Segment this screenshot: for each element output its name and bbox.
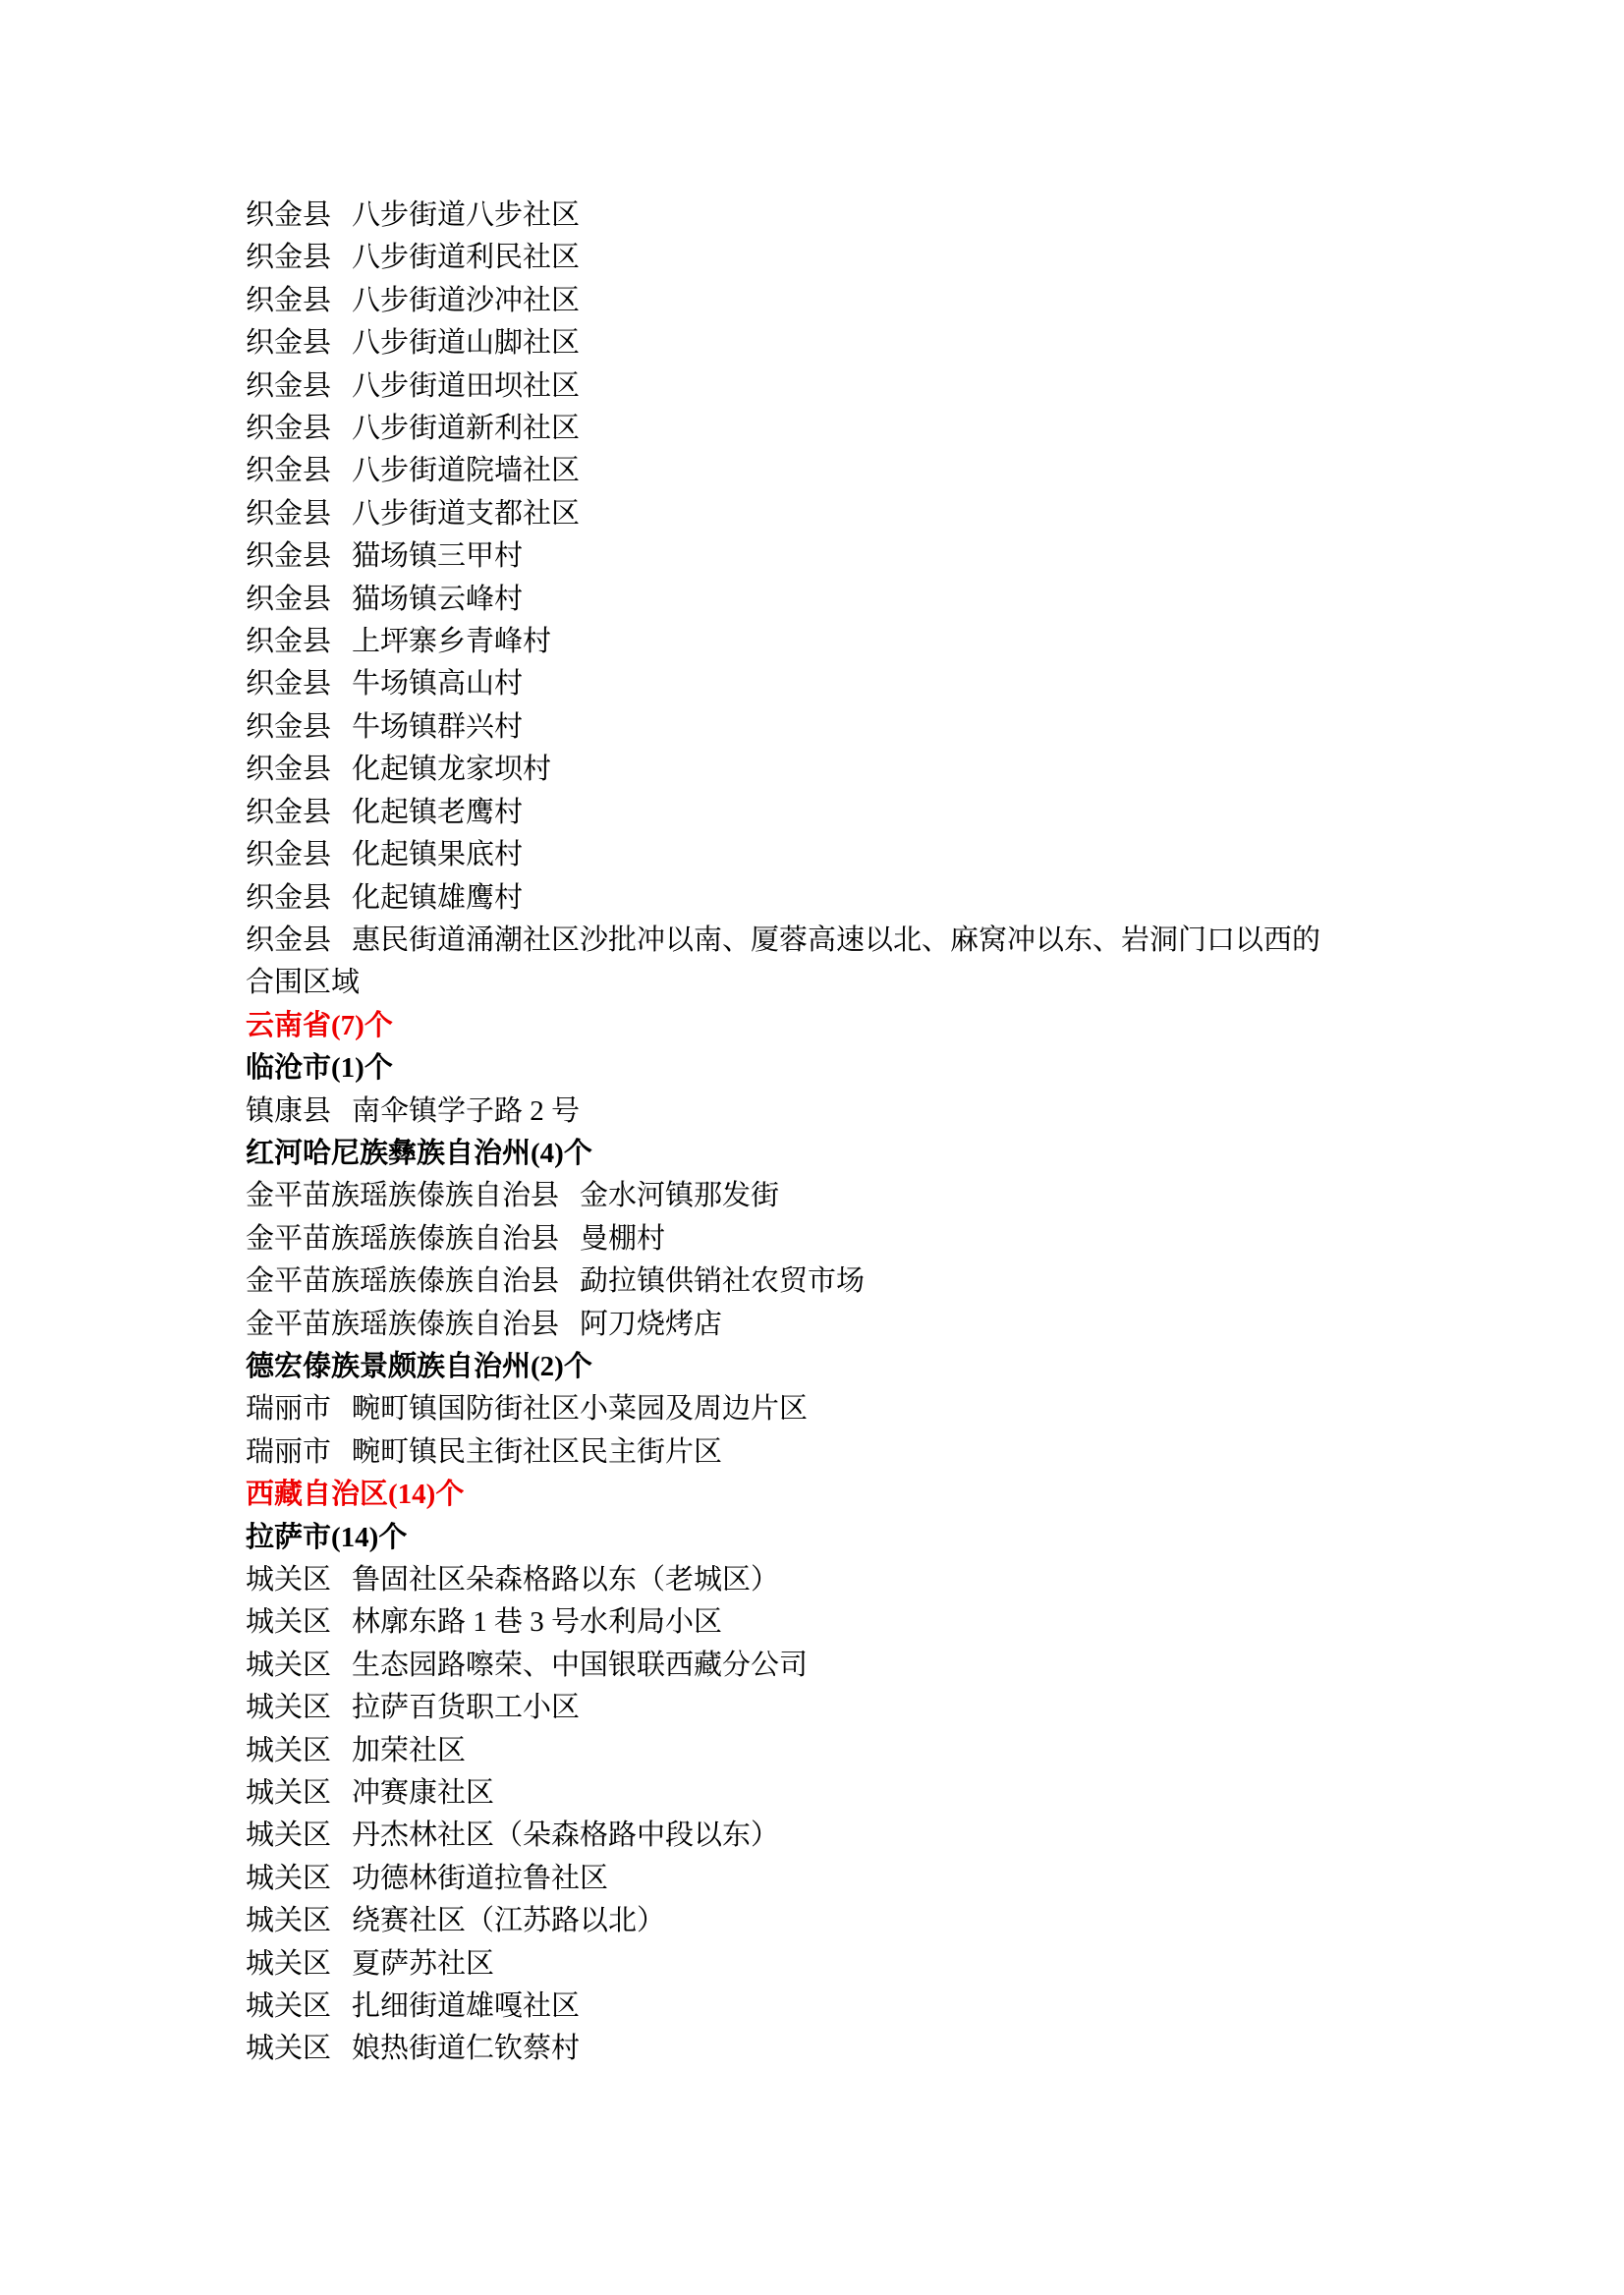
county-name: 织金县 [246, 796, 332, 828]
county-name: 城关区 [246, 1819, 332, 1852]
location-name: 勐拉镇供销社农贸市场 [580, 1265, 866, 1298]
list-item [246, 450, 1326, 492]
county-name: 织金县 [246, 497, 332, 530]
location-name: 南伞镇学子路 2 号 [352, 1094, 581, 1127]
location-name: 化起镇雄鹰村 [352, 881, 524, 914]
list-item [246, 365, 1326, 408]
list-item [246, 1601, 1326, 1644]
list-item [246, 579, 1326, 621]
list-item [246, 1943, 1326, 1986]
list-item [246, 1559, 1326, 1601]
list-item [246, 322, 1326, 364]
county-name: 金平苗族瑶族傣族自治县 [246, 1265, 560, 1298]
list-item [246, 834, 1326, 876]
list-item [246, 1645, 1326, 1687]
county-name: 织金县 [246, 710, 332, 743]
province-header: 云南省(7)个 [246, 1009, 393, 1041]
county-name: 织金县 [246, 369, 332, 402]
county-name: 织金县 [246, 668, 332, 700]
county-name: 织金县 [246, 199, 332, 231]
city-header: 红河哈尼族彝族自治州(4)个 [246, 1137, 592, 1169]
list-item [246, 493, 1326, 535]
location-name: 丹杰林社区（朵森格路中段以东） [352, 1819, 780, 1852]
county-name: 镇康县 [246, 1094, 332, 1127]
city-header: 德宏傣族景颇族自治州(2)个 [246, 1350, 592, 1382]
location-name: 夏萨苏社区 [352, 1947, 495, 1980]
location-name: 化起镇果底村 [352, 839, 524, 871]
location-name: 绕赛社区（江苏路以北） [352, 1905, 666, 1937]
location-name: 八步街道山脚社区 [352, 327, 581, 360]
county-name: 城关区 [246, 2033, 332, 2065]
location-name: 冲赛康社区 [352, 1777, 495, 1810]
list-item [246, 792, 1326, 834]
list-item [246, 1815, 1326, 1857]
list-item [246, 1304, 1326, 1346]
county-name: 城关区 [246, 1649, 332, 1681]
location-name: 加荣社区 [352, 1734, 467, 1766]
county-name: 织金县 [246, 754, 332, 786]
location-name: 八步街道院墙社区 [352, 455, 581, 487]
county-name: 织金县 [246, 413, 332, 445]
list-item [246, 1687, 1326, 1729]
county-name: 织金县 [246, 242, 332, 274]
county-name: 金平苗族瑶族傣族自治县 [246, 1308, 560, 1340]
county-name: 织金县 [246, 583, 332, 615]
county-name: 织金县 [246, 626, 332, 658]
list-item [246, 1772, 1326, 1815]
county-name: 瑞丽市 [246, 1393, 332, 1426]
county-name: 城关区 [246, 1905, 332, 1937]
location-name: 上坪寨乡青峰村 [352, 626, 552, 658]
county-name: 瑞丽市 [246, 1435, 332, 1468]
list-item [246, 1900, 1326, 1942]
county-name: 城关区 [246, 1990, 332, 2023]
location-name: 畹町镇民主街社区民主街片区 [352, 1435, 723, 1468]
risk-area-list [246, 195, 1326, 2071]
location-name: 化起镇龙家坝村 [352, 754, 552, 786]
list-item [246, 1431, 1326, 1474]
location-name: 惠民街道涌潮社区沙批冲以南、厦蓉高速以北、麻窝冲以东、岩洞门口以西的合围区域 [246, 924, 1321, 999]
city-header: 临沧市(1)个 [246, 1052, 393, 1085]
list-item [246, 408, 1326, 450]
county-name: 城关区 [246, 1734, 332, 1766]
province-header: 西藏自治区(14)个 [246, 1479, 465, 1511]
county-name: 织金县 [246, 327, 332, 360]
list-item [246, 1091, 1326, 1133]
location-name: 娘热街道仁钦蔡村 [352, 2033, 581, 2065]
county-name: 织金县 [246, 881, 332, 914]
list-item [246, 237, 1326, 279]
location-name: 八步街道利民社区 [352, 242, 581, 274]
county-name: 城关区 [246, 1564, 332, 1595]
location-name: 金水河镇那发街 [580, 1180, 780, 1212]
county-name: 织金县 [246, 540, 332, 573]
location-name: 牛场镇群兴村 [352, 710, 524, 743]
location-name: 猫场镇云峰村 [352, 583, 524, 615]
county-name: 织金县 [246, 284, 332, 316]
location-name: 鲁固社区朵森格路以东（老城区） [352, 1564, 780, 1595]
location-name: 阿刀烧烤店 [580, 1308, 723, 1340]
location-name: 猫场镇三甲村 [352, 540, 524, 573]
location-name: 八步街道沙冲社区 [352, 284, 581, 316]
list-item [246, 1986, 1326, 2028]
county-name: 织金县 [246, 839, 332, 871]
location-name: 八步街道八步社区 [352, 199, 581, 231]
list-item [246, 1218, 1326, 1260]
list-item [246, 1388, 1326, 1430]
list-item [246, 280, 1326, 322]
location-name: 八步街道新利社区 [352, 413, 581, 445]
location-name: 林廓东路 1 巷 3 号水利局小区 [352, 1606, 723, 1639]
location-name: 功德林街道拉鲁社区 [352, 1862, 609, 1894]
list-item [246, 2028, 1326, 2070]
list-item [246, 706, 1326, 749]
county-name: 城关区 [246, 1606, 332, 1639]
list-item [246, 1175, 1326, 1217]
list-item [246, 621, 1326, 663]
list-item [246, 195, 1326, 237]
location-name: 畹町镇国防街社区小菜园及周边片区 [352, 1393, 809, 1426]
list-item [246, 535, 1326, 578]
list-item [246, 1858, 1326, 1900]
list-item [246, 663, 1326, 705]
county-name: 城关区 [246, 1777, 332, 1810]
county-name: 城关区 [246, 1692, 332, 1724]
list-item [246, 749, 1326, 791]
county-name: 城关区 [246, 1947, 332, 1980]
list-item [246, 920, 1326, 1005]
location-name: 八步街道支都社区 [352, 497, 581, 530]
location-name: 化起镇老鹰村 [352, 796, 524, 828]
location-name: 扎细街道雄嘎社区 [352, 1990, 581, 2023]
county-name: 织金县 [246, 924, 332, 956]
county-name: 金平苗族瑶族傣族自治县 [246, 1180, 560, 1212]
county-name: 金平苗族瑶族傣族自治县 [246, 1222, 560, 1255]
location-name: 八步街道田坝社区 [352, 369, 581, 402]
city-header: 拉萨市(14)个 [246, 1521, 408, 1553]
list-item [246, 1260, 1326, 1303]
county-name: 城关区 [246, 1862, 332, 1894]
list-item [246, 877, 1326, 920]
list-item [246, 1730, 1326, 1772]
location-name: 曼棚村 [580, 1222, 666, 1255]
location-name: 牛场镇高山村 [352, 668, 524, 700]
location-name: 拉萨百货职工小区 [352, 1692, 581, 1724]
county-name: 织金县 [246, 455, 332, 487]
location-name: 生态园路嚓荣、中国银联西藏分公司 [352, 1649, 809, 1681]
